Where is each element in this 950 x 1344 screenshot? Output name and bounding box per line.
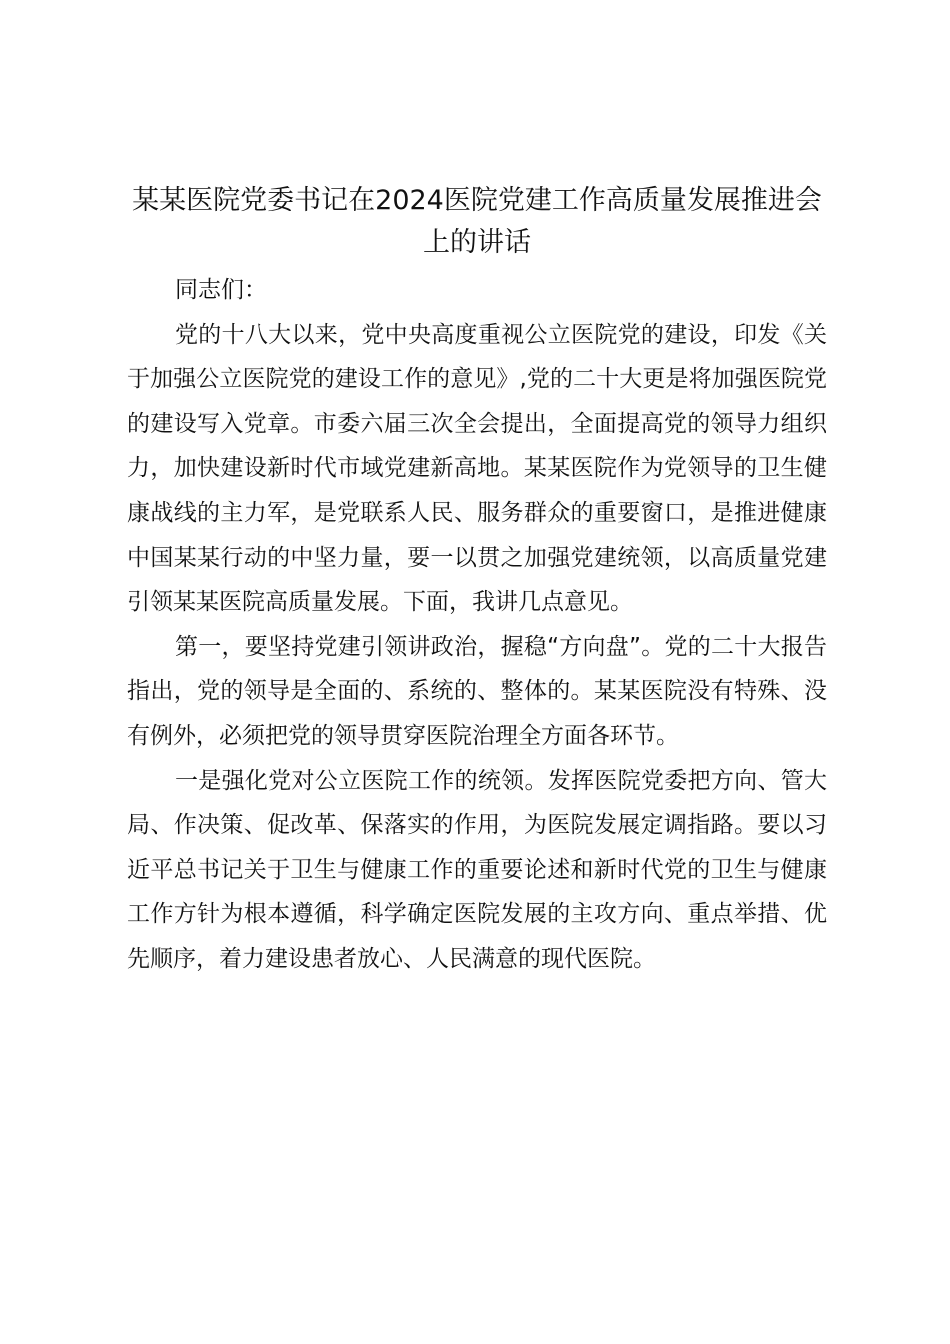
paragraph: 一是强化党对公立医院工作的统领。发挥医院党委把方向、管大局、作决策、促改革、保落实的作用，为医院发展定调指路。要以习近平总书记关于卫生与健康工作的重要论述和新时代党的卫生与健康工作方针为根本遵循，科学确定医院发展的主攻方向、重点举措、优先顺序，着力建设患者放心、人民满意的现代医院。: [127, 767, 827, 972]
document-body: [127, 180, 827, 982]
document-title: 某某医院党委书记在2024医院党建工作高质量发展推进会上的讲话: [132, 185, 822, 258]
paragraph: 第一，要坚持党建引领讲政治，握稳“方向盘”。党的二十大报告指出，党的领导是全面的、系统的、整体的。某某医院没有特殊、没有例外，必须把党的领导贯穿医院治理全方面各环节。: [127, 633, 827, 749]
salutation: 同志们：: [175, 277, 267, 303]
paragraph: 党的十八大以来，党中央高度重视公立医院党的建设，印发《关于加强公立医院党的建设工作的意见》,党的二十大更是将加强医院党的建设写入党章。市委六届三次全会提出，全面提高党的领导力组织力，加快建设新时代市域党建新高地。某某医院作为党领导的卫生健康战线的主力军，是党联系人民、服务群众的重要窗口，是推进健康中国某某行动的中坚力量，要一以贯之加强党建统领，以高质量党建引领某某医院高质量发展。下面，我讲几点意见。: [127, 321, 827, 616]
